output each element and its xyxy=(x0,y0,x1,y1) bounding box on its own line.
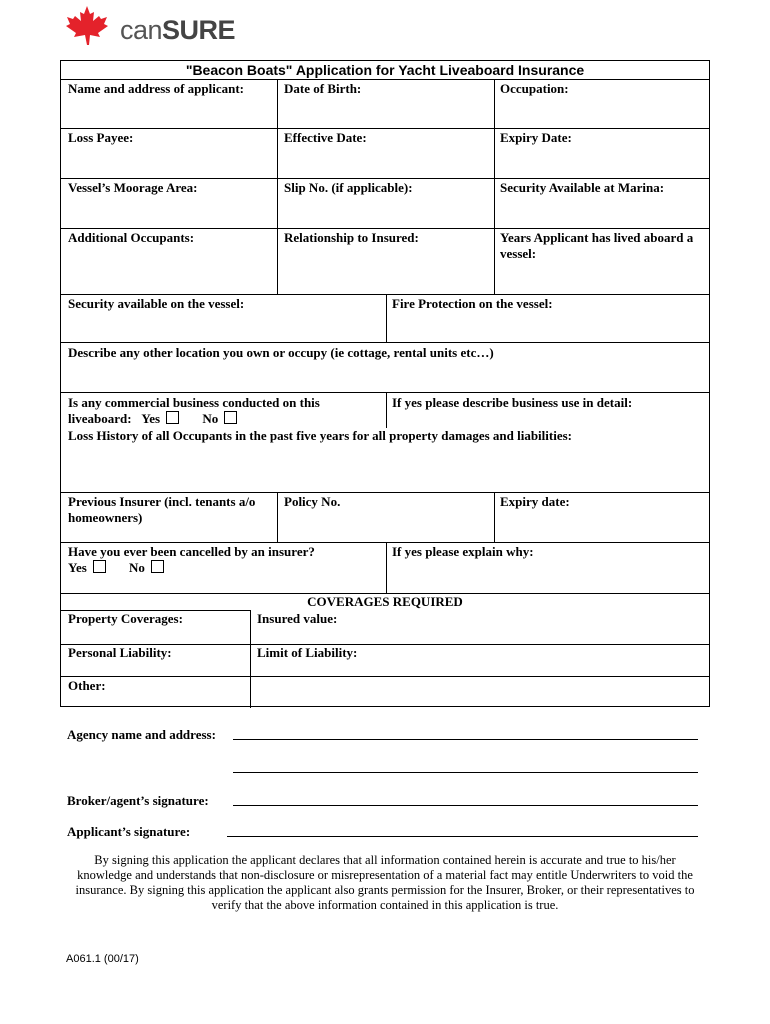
other-label: Other: xyxy=(68,678,106,693)
insured-value-field[interactable]: Insured value: xyxy=(257,611,338,626)
cancelled-question: Have you ever been cancelled by an insurer? xyxy=(68,544,315,559)
expiry-date2-field[interactable]: Expiry date: xyxy=(500,494,570,509)
relationship-field[interactable]: Relationship to Insured: xyxy=(284,230,419,245)
property-coverages-label: Property Coverages: xyxy=(68,611,183,626)
form-title: "Beacon Boats" Application for Yacht Liveaboard Insurance xyxy=(185,62,585,78)
applicant-signature-label: Applicant’s signature: xyxy=(67,824,191,839)
loss-payee-field[interactable]: Loss Payee: xyxy=(68,130,134,145)
broker-signature-label: Broker/agent’s signature: xyxy=(67,793,209,808)
broker-signature-line[interactable] xyxy=(233,805,698,806)
applicant-signature-line[interactable] xyxy=(227,836,698,837)
business-detail-field[interactable]: If yes please describe business use in detail: xyxy=(392,395,633,410)
cansure-logo xyxy=(60,5,240,45)
form-code: A061.1 (00/17) xyxy=(66,953,139,965)
explain-why-field[interactable]: If yes please explain why: xyxy=(392,544,534,559)
security-vessel-field[interactable]: Security available on the vessel: xyxy=(68,296,245,311)
agency-line[interactable] xyxy=(233,739,698,740)
coverages-heading: COVERAGES REQUIRED xyxy=(307,594,463,609)
security-marina-field[interactable]: Security Available at Marina: xyxy=(500,180,665,195)
limit-liability-field[interactable]: Limit of Liability: xyxy=(257,645,358,660)
effective-date-field[interactable]: Effective Date: xyxy=(284,130,367,145)
previous-insurer-field[interactable]: Previous Insurer (incl. tenants a/o homeowners) xyxy=(68,494,256,525)
agency-label: Agency name and address: xyxy=(67,727,216,742)
policy-no-field[interactable]: Policy No. xyxy=(284,494,341,509)
agency-line-2[interactable] xyxy=(233,772,698,773)
fire-protection-field[interactable]: Fire Protection on the vessel: xyxy=(392,296,553,311)
commercial-options: liveaboard: Yes No xyxy=(68,411,237,427)
additional-occupants-field[interactable]: Additional Occupants: xyxy=(68,230,195,245)
maple-leaf-icon xyxy=(60,5,114,47)
dob-field[interactable]: Date of Birth: xyxy=(284,81,362,96)
slip-no-field[interactable]: Slip No. (if applicable): xyxy=(284,180,413,195)
name-address-field[interactable]: Name and address of applicant: xyxy=(68,81,245,96)
brand-wordmark: canSURE xyxy=(120,15,236,45)
commercial-no-checkbox[interactable] xyxy=(224,411,237,424)
expiry-date-field[interactable]: Expiry Date: xyxy=(500,130,572,145)
other-location-field[interactable]: Describe any other location you own or occupy (ie cottage, rental units etc…) xyxy=(68,345,494,360)
commercial-question: Is any commercial business conducted on this xyxy=(68,395,320,410)
declaration-text: By signing this application the applicant declares that all information contained herein is accurate and true to his/her knowledge and understands that non-disclosure or misrepresentation of a material fact may entitle Underwriters to void the insurance. By signing this application the applicant also grants permission for the Insurer, Broker, or their representatives to verify that the above information contained in this application is true. xyxy=(75,853,695,912)
moorage-area-field[interactable]: Vessel’s Moorage Area: xyxy=(68,180,198,195)
cancelled-no-checkbox[interactable] xyxy=(151,560,164,573)
cancelled-options: Yes No xyxy=(68,560,164,576)
commercial-yes-checkbox[interactable] xyxy=(166,411,179,424)
loss-history-field[interactable]: Loss History of all Occupants in the past five years for all property damages and liabilities: xyxy=(68,428,572,443)
cancelled-yes-checkbox[interactable] xyxy=(93,560,106,573)
personal-liability-label: Personal Liability: xyxy=(68,645,172,660)
years-aboard-field[interactable]: Years Applicant has lived aboard a vessel: xyxy=(500,230,694,261)
application-form xyxy=(60,60,710,707)
occupation-field[interactable]: Occupation: xyxy=(500,81,569,96)
